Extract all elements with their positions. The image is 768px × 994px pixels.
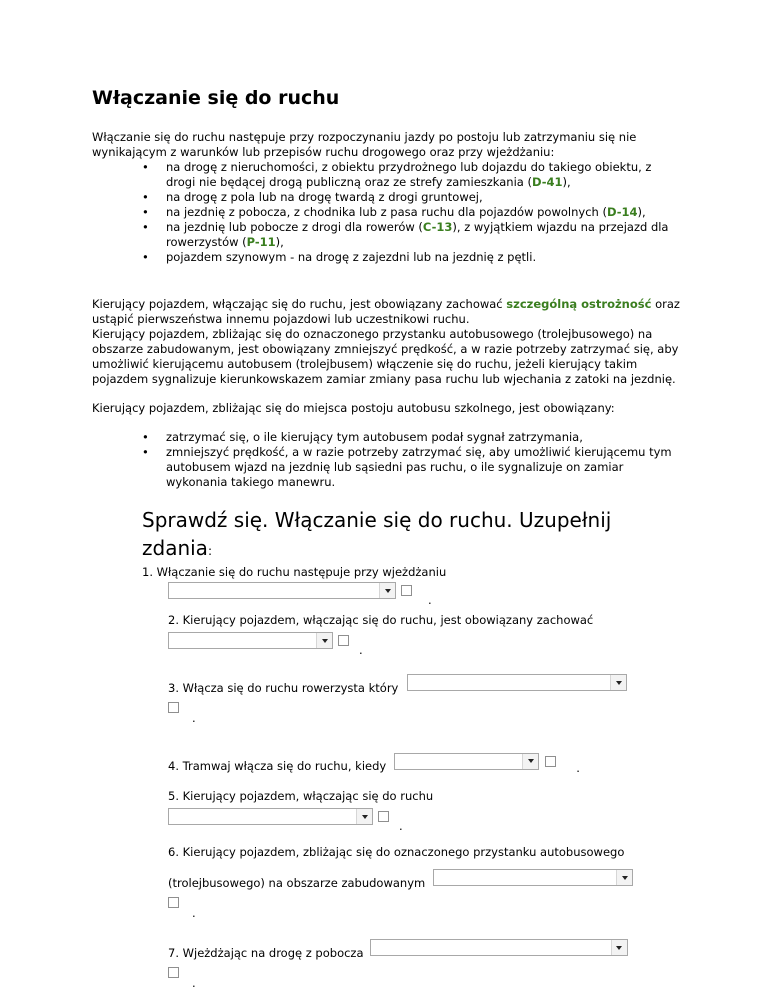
question-2-text: 2. Kierujący pojazdem, włączając się do ruchu, jest obowiązany zachować (168, 613, 594, 627)
sentence-end-dot: . (399, 819, 403, 833)
list-item: • na jezdnię z pobocza, z chodnika lub z pasa ruchu dla pojazdów powolnych (D-14), (166, 205, 682, 220)
sentence-end-dot: . (576, 761, 580, 775)
answer-checkbox-3[interactable] (168, 702, 179, 713)
answer-select-4[interactable] (394, 753, 539, 770)
entry-cases-list (92, 160, 682, 265)
answer-select-1[interactable] (168, 582, 396, 599)
sentence-end-dot: . (428, 593, 432, 607)
answer-select-7[interactable] (370, 939, 628, 956)
question-4-text: 4. Tramwaj włącza się do ruchu, kiedy (168, 758, 387, 773)
answer-select-3[interactable] (407, 674, 627, 691)
page-title: Włączanie się do ruchu (92, 87, 340, 109)
list-item: • na drogę z pola lub na drogę twardą z drogi gruntowej, (166, 190, 682, 205)
question-4-row (168, 747, 682, 775)
sign-code-d41: D-41 (531, 175, 563, 189)
question-3-text: 3. Włącza się do ruchu rowerzysta który (168, 681, 399, 695)
answer-select-2[interactable] (168, 632, 333, 649)
dropdown-arrow-icon (610, 675, 626, 690)
list-item: • na jezdnię lub pobocze z drogi dla rowerów (C-13), z wyjątkiem wjazdu na przejazd dla rowerzystów (P-11), (166, 220, 682, 250)
sentence-end-dot: . (192, 976, 196, 990)
question-7-row (168, 934, 682, 961)
question-5-text: 5. Kierujący pojazdem, włączając się do ruchu (168, 789, 434, 803)
answer-checkbox-7[interactable] (168, 967, 179, 978)
answer-checkbox-5[interactable] (378, 811, 389, 822)
answer-checkbox-4[interactable] (545, 756, 556, 767)
dropdown-arrow-icon (379, 583, 395, 598)
question-1-text: 1. Włączanie się do ruchu następuje przy wjeżdżaniu (142, 565, 447, 579)
bus-stop-paragraph: Kierujący pojazdem, zbliżając się do oznaczonego przystanku autobusowego (trolejbusowego) na obszarze zabudowanym, jest obowiązany zmniejszyć prędkość, a w razie potrzeby zatrzymać się, aby umożliwić kierującemu autobusem (trolejbusem) włączenie się do ruchu, jeżeli kierujący takim pojazdem sygnalizuje kierunkowskazem zamiar zmiany pasa ruchu lub wjechania z zatoki na jezdnię. (92, 327, 679, 386)
dropdown-arrow-icon (316, 633, 332, 648)
dropdown-arrow-icon (611, 940, 627, 955)
emphasis-text: szczególną ostrożność (506, 297, 652, 311)
question-6-row (168, 864, 682, 891)
answer-checkbox-1[interactable] (401, 585, 412, 596)
list-item: • na drogę z nieruchomości, z obiektu przydrożnego lub dojazdu do takiego obiektu, z drogi nie będącej drogą publiczną oraz ze strefy zamieszkania (D-41), (166, 160, 682, 190)
question-6-text-line2: (trolejbusowego) na obszarze zabudowanym (168, 876, 426, 890)
school-bus-list (92, 430, 682, 490)
question-3-row (168, 669, 682, 696)
dropdown-arrow-icon (616, 870, 632, 885)
sign-code-p11: P-11 (246, 235, 276, 249)
sentence-end-dot: . (192, 906, 196, 920)
list-item: • zatrzymać się, o ile kierujący tym autobusem podał sygnał zatrzymania, (166, 430, 682, 445)
answer-select-5[interactable] (168, 808, 373, 825)
sign-code-c13: C-13 (422, 220, 453, 234)
list-item: • zmniejszyć prędkość, a w razie potrzeby zatrzymać się, aby umożliwić kierującemu tym autobusem wjazd na jezdnię lub sąsiedni pas ruchu, o ile sygnalizuje on zamiar wykonania takiego manewru. (166, 445, 682, 490)
dropdown-arrow-icon (522, 754, 538, 769)
intro-paragraph: Włączanie się do ruchu następuje przy rozpoczynaniu jazdy po postoju lub zatrzymaniu się nie wynikającym z warunków lub przepisów ruchu drogowego oraz przy wjeżdżaniu: (92, 130, 637, 159)
answer-select-6[interactable] (433, 869, 633, 886)
list-item: • pojazdem szynowym - na drogę z zajezdni lub na jezdnię z pętli. (166, 250, 682, 265)
caution-paragraph: Kierujący pojazdem, włączając się do ruchu, jest obowiązany zachować szczególną ostrożność oraz ustąpić pierwszeństwa innemu pojazdowi lub uczestnikowi ruchu. (92, 297, 680, 326)
sentence-end-dot: . (359, 643, 363, 657)
school-bus-paragraph: Kierujący pojazdem, zbliżając się do miejsca postoju autobusu szkolnego, jest obowiązany: (92, 401, 615, 415)
sign-code-d14: D-14 (606, 205, 638, 219)
dropdown-arrow-icon (356, 809, 372, 824)
question-6-text-line1: 6. Kierujący pojazdem, zbliżając się do oznaczonego przystanku autobusowego (168, 845, 625, 859)
document (92, 86, 682, 990)
answer-checkbox-6[interactable] (168, 897, 179, 908)
question-7-text: 7. Wjeżdżając na drogę z pobocza (168, 946, 364, 960)
sentence-end-dot: . (192, 711, 196, 725)
answer-checkbox-2[interactable] (338, 635, 349, 646)
quiz-title: Sprawdź się. Włączanie się do ruchu. Uzupełnij zdania: (142, 508, 612, 560)
